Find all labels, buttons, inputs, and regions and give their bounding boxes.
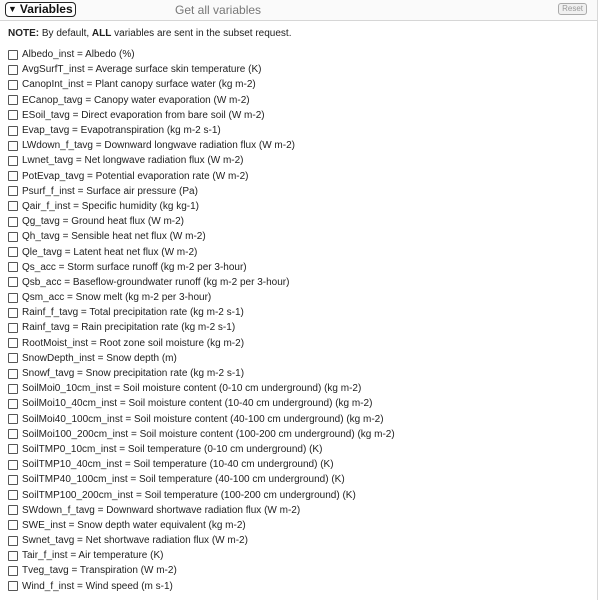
variables-toggle-button[interactable] <box>5 2 76 17</box>
variable-label: ECanop_tavg = Canopy water evaporation (W m-2) <box>22 94 250 106</box>
variable-checkbox[interactable] <box>8 110 18 120</box>
variable-checkbox[interactable] <box>8 551 18 561</box>
note-text-2: variables are sent in the subset request. <box>111 28 292 39</box>
variable-label: Swnet_tavg = Net shortwave radiation flux (W m-2) <box>22 535 248 547</box>
variable-checkbox[interactable] <box>8 566 18 576</box>
variable-item[interactable] <box>0 47 395 62</box>
variable-item[interactable] <box>0 62 395 77</box>
variable-checkbox[interactable] <box>8 520 18 530</box>
variable-item[interactable] <box>0 579 395 594</box>
variable-checkbox[interactable] <box>8 399 18 409</box>
variable-label: SWdown_f_tavg = Downward shortwave radiation flux (W m-2) <box>22 504 301 516</box>
panel-header <box>0 0 597 21</box>
variable-item[interactable] <box>0 351 395 366</box>
variable-label: Qsb_acc = Baseflow-groundwater runoff (kg m-2 per 3-hour) <box>22 276 290 288</box>
variable-label: SoilTMP10_40cm_inst = Soil temperature (10-40 cm underground) (K) <box>22 459 334 471</box>
variable-checkbox[interactable] <box>8 581 18 591</box>
variable-label: RootMoist_inst = Root zone soil moisture (kg m-2) <box>22 337 245 349</box>
variable-item[interactable] <box>0 108 395 123</box>
variable-label: SoilMoi100_200cm_inst = Soil moisture content (100-200 cm underground) (kg m-2) <box>22 428 395 440</box>
variable-label: SWE_inst = Snow depth water equivalent (kg m-2) <box>22 519 246 531</box>
variable-checkbox[interactable] <box>8 323 18 333</box>
variable-item[interactable] <box>0 533 395 548</box>
variable-label: Qs_acc = Storm surface runoff (kg m-2 per 3-hour) <box>22 261 247 273</box>
variable-checkbox[interactable] <box>8 171 18 181</box>
variable-label: SoilMoi0_10cm_inst = Soil moisture content (0-10 cm underground) (kg m-2) <box>22 383 362 395</box>
variable-checkbox[interactable] <box>8 95 18 105</box>
variable-label: Snowf_tavg = Snow precipitation rate (kg m-2 s-1) <box>22 368 245 380</box>
variable-checkbox[interactable] <box>8 65 18 75</box>
variable-item[interactable] <box>0 214 395 229</box>
variable-label: SoilMoi40_100cm_inst = Soil moisture content (40-100 cm underground) (kg m-2) <box>22 413 384 425</box>
variable-label: Wind_f_inst = Wind speed (m s-1) <box>22 580 173 592</box>
variable-label: Tveg_tavg = Transpiration (W m-2) <box>22 565 177 577</box>
variable-label: Albedo_inst = Albedo (%) <box>22 49 135 61</box>
variable-label: AvgSurfT_inst = Average surface skin temperature (K) <box>22 64 262 76</box>
variable-item[interactable] <box>0 93 395 108</box>
variable-checkbox[interactable] <box>8 156 18 166</box>
variable-checkbox[interactable] <box>8 475 18 485</box>
variable-checkbox[interactable] <box>8 232 18 242</box>
variable-item[interactable] <box>0 123 395 138</box>
variable-checkbox[interactable] <box>8 536 18 546</box>
variable-checkbox[interactable] <box>8 126 18 136</box>
variable-item[interactable] <box>0 396 395 411</box>
variable-checkbox[interactable] <box>8 490 18 500</box>
variable-label: Qh_tavg = Sensible heat net flux (W m-2) <box>22 231 206 243</box>
variable-item[interactable] <box>0 457 395 472</box>
variable-checkbox[interactable] <box>8 201 18 211</box>
variable-item[interactable] <box>0 336 395 351</box>
variable-item[interactable] <box>0 260 395 275</box>
variable-item[interactable] <box>0 518 395 533</box>
variables-toggle-label: Variables <box>19 2 73 16</box>
variable-label: Qair_f_inst = Specific humidity (kg kg-1) <box>22 200 200 212</box>
variable-label: LWdown_f_tavg = Downward longwave radiation flux (W m-2) <box>22 140 295 152</box>
variable-label: SoilMoi10_40cm_inst = Soil moisture content (10-40 cm underground) (kg m-2) <box>22 398 373 410</box>
note-emphasis: ALL <box>91 28 112 39</box>
variable-item[interactable] <box>0 169 395 184</box>
variable-checkbox[interactable] <box>8 369 18 379</box>
variable-list <box>0 47 395 594</box>
variable-label: Rainf_tavg = Rain precipitation rate (kg m-2 s-1) <box>22 322 236 334</box>
variable-label: Qsm_acc = Snow melt (kg m-2 per 3-hour) <box>22 292 212 304</box>
variable-item[interactable] <box>0 244 395 259</box>
variable-checkbox[interactable] <box>8 262 18 272</box>
note-text-1: By default, <box>39 28 92 39</box>
variable-checkbox[interactable] <box>8 277 18 287</box>
reset-button[interactable]: Reset <box>558 3 587 15</box>
variable-item[interactable] <box>0 427 395 442</box>
variable-label: Evap_tavg = Evapotranspiration (kg m-2 s-1) <box>22 125 221 137</box>
variable-checkbox[interactable] <box>8 460 18 470</box>
variable-label: Psurf_f_inst = Surface air pressure (Pa) <box>22 185 198 197</box>
variable-checkbox[interactable] <box>8 338 18 348</box>
variable-item[interactable] <box>0 199 395 214</box>
variable-item[interactable] <box>0 381 395 396</box>
variable-item[interactable] <box>0 153 395 168</box>
variable-checkbox[interactable] <box>8 80 18 90</box>
variable-label: Rainf_f_tavg = Total precipitation rate (kg m-2 s-1) <box>22 307 244 319</box>
subset-note <box>8 28 291 40</box>
variable-item[interactable] <box>0 305 395 320</box>
variable-item[interactable] <box>0 548 395 563</box>
variable-label: PotEvap_tavg = Potential evaporation rate (W m-2) <box>22 170 249 182</box>
variable-item[interactable] <box>0 472 395 487</box>
variable-label: CanopInt_inst = Plant canopy surface water (kg m-2) <box>22 79 256 91</box>
variable-item[interactable] <box>0 320 395 335</box>
variable-item[interactable] <box>0 184 395 199</box>
variable-label: SnowDepth_inst = Snow depth (m) <box>22 352 177 364</box>
variable-checkbox[interactable] <box>8 505 18 515</box>
caret-down-icon: ▼ <box>8 4 17 14</box>
variable-label: SoilTMP0_10cm_inst = Soil temperature (0-10 cm underground) (K) <box>22 443 323 455</box>
variable-label: Qle_tavg = Latent heat net flux (W m-2) <box>22 246 198 258</box>
variable-item[interactable] <box>0 77 395 92</box>
variable-item[interactable] <box>0 275 395 290</box>
variable-checkbox[interactable] <box>8 217 18 227</box>
variable-item[interactable] <box>0 290 395 305</box>
note-prefix: NOTE: <box>8 28 40 39</box>
variable-checkbox[interactable] <box>8 186 18 196</box>
header-title: Get all variables <box>175 3 262 17</box>
variable-checkbox[interactable] <box>8 247 18 257</box>
variable-item[interactable] <box>0 366 395 381</box>
variable-checkbox[interactable] <box>8 50 18 60</box>
variable-checkbox[interactable] <box>8 308 18 318</box>
variable-checkbox[interactable] <box>8 141 18 151</box>
variable-item[interactable] <box>0 563 395 578</box>
variable-label: Lwnet_tavg = Net longwave radiation flux (W m-2) <box>22 155 244 167</box>
variable-label: Qg_tavg = Ground heat flux (W m-2) <box>22 216 185 228</box>
variable-label: SoilTMP40_100cm_inst = Soil temperature (40-100 cm underground) (K) <box>22 474 345 486</box>
variable-checkbox[interactable] <box>8 429 18 439</box>
variable-label: SoilTMP100_200cm_inst = Soil temperature (100-200 cm underground) (K) <box>22 489 356 501</box>
variable-checkbox[interactable] <box>8 384 18 394</box>
variable-label: Tair_f_inst = Air temperature (K) <box>22 550 164 562</box>
variable-checkbox[interactable] <box>8 293 18 303</box>
variable-checkbox[interactable] <box>8 353 18 363</box>
variable-item[interactable] <box>0 503 395 518</box>
variable-item[interactable] <box>0 138 395 153</box>
variable-item[interactable] <box>0 487 395 502</box>
variable-checkbox[interactable] <box>8 444 18 454</box>
variable-label: ESoil_tavg = Direct evaporation from bare soil (W m-2) <box>22 109 265 121</box>
variable-item[interactable] <box>0 412 395 427</box>
variable-checkbox[interactable] <box>8 414 18 424</box>
variable-item[interactable] <box>0 229 395 244</box>
variable-item[interactable] <box>0 442 395 457</box>
